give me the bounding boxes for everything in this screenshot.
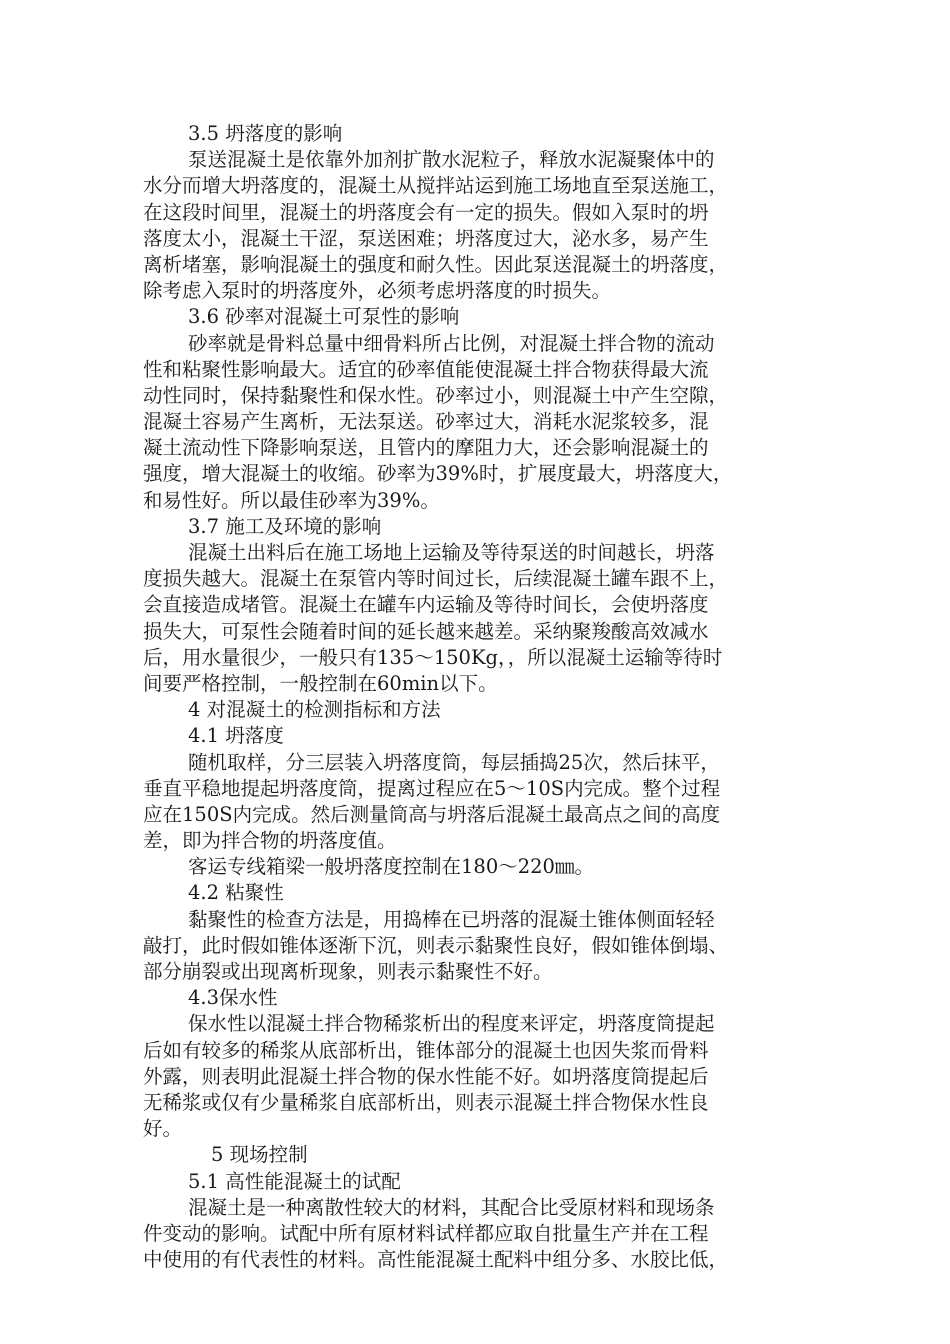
section-heading: 4.1 坍落度 [188,724,284,748]
section-heading: 5 现场控制 [211,1143,308,1167]
paragraph-line: 件变动的影响。试配中所有原材料试样都应取自批量生产并在工程 [143,1221,709,1245]
paragraph-line: 无稀浆或仅有少量稀浆自底部析出，则表示混凝土拌合物保水性良 [143,1090,709,1114]
paragraph-line: 外露，则表明此混凝土拌合物的保水性能不好。如坍落度筒提起后 [143,1064,709,1088]
paragraph-line: 敲打，此时假如锥体逐渐下沉，则表示黏聚性良好，假如锥体倒塌、 [143,933,729,957]
paragraph-line: 损失大，可泵性会随着时间的延长越来越差。采纳聚羧酸高效减水 [143,619,709,643]
paragraph-line: 会直接造成堵管。混凝土在罐车内运输及等待时间长，会使坍落度 [143,593,709,617]
paragraph-line: 和易性好。所以最佳砂率为39%。 [143,488,440,512]
section-heading: 3.5 坍落度的影响 [188,122,343,145]
paragraph-line: 后，用水量很少，一般只有135～150Kg，，所以混凝土运输等待时 [143,645,723,669]
paragraph-line: 在这段时间里，混凝土的坍落度会有一定的损失。假如入泵时的坍 [143,200,709,224]
paragraph-line: 离析堵塞，影响混凝土的强度和耐久性。因此泵送混凝土的坍落度， [143,252,729,276]
paragraph-line: 度损失越大。混凝土在泵管内等时间过长，后续混凝土罐车跟不上， [143,567,729,591]
paragraph-line: 落度太小，混凝土干涩，泵送困难；坍落度过大，泌水多，易产生 [143,226,709,250]
document-body [143,121,813,1273]
paragraph-line: 后如有较多的稀浆从底部析出，锥体部分的混凝土也因失浆而骨料 [143,1038,709,1062]
paragraph-first-line: 客运专线箱梁一般坍落度控制在180～220㎜。 [188,855,594,879]
paragraph-line: 凝土流动性下降影响泵送，且管内的摩阻力大，还会影响混凝土的 [143,436,709,460]
paragraph-line: 除考虑入泵时的坍落度外，必须考虑坍落度的时损失。 [143,279,612,303]
section-heading: 4 对混凝土的检测指标和方法 [188,698,441,722]
paragraph-line: 部分崩裂或出现离析现象，则表示黏聚性不好。 [143,960,553,983]
paragraph-line: 应在150S内完成。然后测量筒高与坍落后混凝土最高点之间的高度 [143,802,721,826]
section-heading: 5.1 高性能混凝土的试配 [188,1169,401,1193]
paragraph-line: 差，即为拌合物的坍落度值。 [143,829,397,853]
paragraph-first-line: 黏聚性的检查方法是，用捣棒在已坍落的混凝土锥体侧面轻轻 [188,907,715,931]
paragraph-line: 好。 [143,1117,183,1141]
paragraph-line: 性和粘聚性影响最大。适宜的砂率值能使混凝土拌合物获得最大流 [143,357,709,381]
paragraph-first-line: 混凝土出料后在施工场地上运输及等待泵送的时间越长，坍落 [188,541,715,564]
section-heading: 4.3保水性 [188,986,278,1010]
section-heading: 4.2 粘聚性 [188,881,284,905]
paragraph-line: 垂直平稳地提起坍落度筒，提离过程应在5～10S内完成。整个过程 [143,776,721,800]
paragraph-line: 混凝土容易产生离析，无法泵送。砂率过大，消耗水泥浆较多，混 [143,410,709,434]
paragraph-first-line: 保水性以混凝土拌合物稀浆析出的程度来评定，坍落度筒提起 [188,1012,715,1036]
paragraph-first-line: 泵送混凝土是依靠外加剂扩散水泥粒子，释放水泥凝聚体中的 [188,148,715,172]
paragraph-line: 中使用的有代表性的材料。高性能混凝土配料中组分多、水胶比低， [143,1248,729,1272]
paragraph-first-line: 砂率就是骨料总量中细骨料所占比例，对混凝土拌合物的流动 [188,331,715,355]
paragraph-line: 间要严格控制，一般控制在60min以下。 [143,671,498,695]
paragraph-line: 动性同时，保持黏聚性和保水性。砂率过小，则混凝土中产生空隙， [143,383,729,407]
paragraph-line: 水分而增大坍落度的，混凝土从搅拌站运到施工场地直至泵送施工， [143,174,729,198]
paragraph-line: 强度，增大混凝土的收缩。砂率为39%时，扩展度最大，坍落度大， [143,462,733,486]
paragraph-first-line: 随机取样，分三层装入坍落度筒，每层插捣25次，然后抹平， [188,750,720,774]
paragraph-first-line: 混凝土是一种离散性较大的材料，其配合比受原材料和现场条 [188,1195,715,1219]
section-heading: 3.7 施工及环境的影响 [188,514,382,538]
section-heading: 3.6 砂率对混凝土可泵性的影响 [188,305,460,329]
